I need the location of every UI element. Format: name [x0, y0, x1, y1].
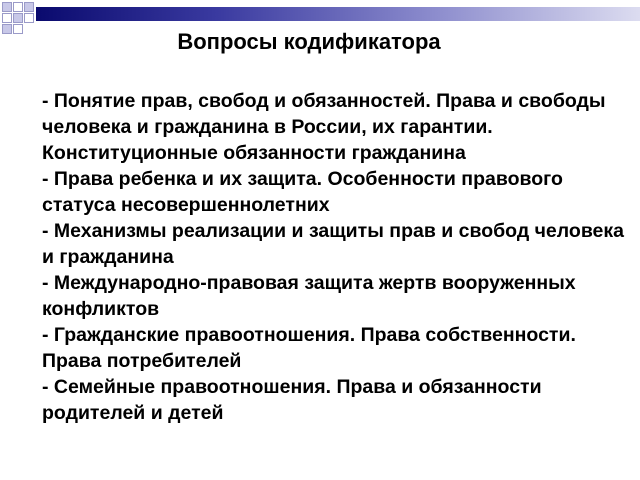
list-item: - Международно-правовая защита жертв вооруженных конфликтов — [42, 272, 576, 320]
decor-square — [2, 13, 12, 23]
decor-square — [13, 13, 23, 23]
decor-square — [24, 13, 34, 23]
list-item: - Механизмы реализации и защиты прав и свобод человека и гражданина — [42, 220, 625, 268]
list-item: - Понятие прав, свобод и обязанностей. Права и свободы человека и гражданина в России, их гарантии. Конституционные обязанности гражданина — [42, 90, 606, 164]
decor-square — [13, 2, 23, 12]
list-item: - Семейные правоотношения. Права и обязанности родителей и детей — [42, 376, 542, 424]
topic-list — [42, 88, 627, 426]
slide-title: Вопросы кодификатора — [177, 29, 441, 54]
decor-square — [2, 2, 12, 12]
decor-square — [24, 2, 34, 12]
header-gradient-band — [36, 7, 640, 21]
list-item: - Гражданские правоотношения. Права собственности. Права потребителей — [42, 324, 576, 372]
list-item: - Права ребенка и их защита. Особенности правового статуса несовершеннолетних — [42, 168, 563, 216]
